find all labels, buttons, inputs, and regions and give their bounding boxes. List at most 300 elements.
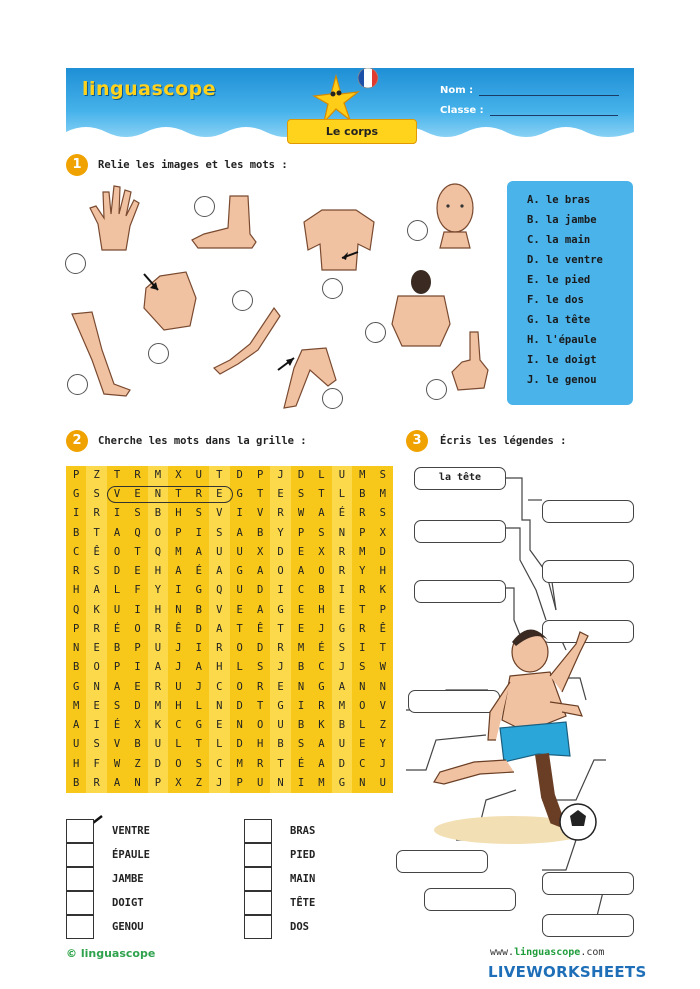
match-circle-leg-2[interactable] [67,374,88,395]
grid-letter[interactable]: D [332,755,352,774]
grid-letter[interactable]: S [297,488,305,501]
grid-letter[interactable]: N [332,524,352,543]
grid-letter[interactable]: E [297,622,305,635]
grid-letter[interactable]: T [86,524,106,543]
grid-letter[interactable]: P [359,526,366,539]
grid-letter[interactable]: S [86,562,106,581]
grid-letter[interactable]: T [256,699,264,712]
grid-letter[interactable]: P [297,526,305,539]
grid-letter[interactable]: H [73,584,80,597]
grid-letter[interactable]: M [379,488,386,501]
grid-letter[interactable]: Ê [175,622,182,635]
grid-letter[interactable]: P [236,776,243,789]
grid-letter[interactable]: A [236,526,243,539]
checkbox[interactable] [244,843,272,867]
grid-letter[interactable]: T [209,466,229,485]
caption-field[interactable] [414,467,506,490]
checkbox[interactable] [244,915,272,939]
grid-letter[interactable]: S [195,507,202,520]
grid-letter[interactable]: X [175,469,182,481]
grid-letter[interactable]: U [148,735,168,754]
grid-letter[interactable]: N [73,642,80,655]
grid-letter[interactable]: K [318,719,325,732]
grid-letter[interactable]: G [195,719,202,732]
grid-letter[interactable]: I [86,716,106,735]
grid-letter[interactable]: N [209,697,229,716]
grid-letter[interactable]: M [236,757,243,770]
grid-letter[interactable]: A [318,507,325,520]
grid-letter[interactable]: A [209,562,229,581]
grid-letter[interactable]: É [113,719,121,732]
grid-letter[interactable]: Y [379,738,386,751]
match-circle-torso[interactable] [407,220,428,241]
grid-letter[interactable]: I [195,526,202,539]
grid-letter[interactable]: U [379,776,386,789]
grid-letter[interactable]: S [86,735,106,754]
grid-letter[interactable]: O [256,719,264,732]
grid-letter[interactable]: G [318,680,325,693]
grid-letter[interactable]: A [195,661,202,674]
match-circle-knee[interactable] [322,388,343,409]
grid-letter[interactable]: P [73,622,80,635]
grid-letter[interactable]: G [195,584,202,597]
grid-letter[interactable]: F [134,584,141,597]
grid-letter[interactable]: C [209,755,229,774]
grid-letter[interactable]: R [359,507,366,520]
grid-letter[interactable]: R [148,620,168,639]
grid-letter[interactable]: A [86,581,106,600]
grid-letter[interactable]: M [359,469,366,481]
grid-letter[interactable]: A [195,545,202,558]
grid-letter[interactable]: D [297,469,305,481]
checkbox[interactable] [244,819,272,843]
grid-letter[interactable]: Ê [86,543,106,562]
grid-letter[interactable]: G [73,488,80,501]
grid-letter[interactable]: T [236,622,243,635]
grid-letter[interactable]: U [73,738,80,751]
grid-letter[interactable]: B [359,488,366,501]
match-circle-back[interactable] [365,322,386,343]
grid-letter[interactable]: U [148,639,168,658]
grid-letter[interactable]: P [256,469,264,481]
grid-letter[interactable]: I [113,507,121,520]
grid-letter[interactable]: A [297,565,305,578]
grid-letter[interactable]: G [270,601,290,620]
grid-letter[interactable]: G [332,774,352,793]
checkbox[interactable] [244,891,272,915]
grid-letter[interactable]: T [113,469,121,481]
grid-letter[interactable]: E [359,738,366,751]
grid-letter[interactable]: I [175,584,182,597]
grid-letter[interactable]: X [318,545,325,558]
grid-letter[interactable]: D [236,738,243,751]
match-circle-finger[interactable] [426,379,447,400]
grid-letter[interactable]: D [148,755,168,774]
grid-letter[interactable]: E [134,488,141,501]
grid-letter[interactable]: I [297,699,305,712]
grid-letter[interactable]: M [175,545,182,558]
checkbox[interactable] [66,915,94,939]
grid-letter[interactable]: B [73,661,80,674]
grid-letter[interactable]: Ê [379,622,386,635]
grid-letter[interactable]: I [73,507,80,520]
grid-letter[interactable]: R [209,639,229,658]
grid-letter[interactable]: M [359,545,366,558]
grid-letter[interactable]: O [359,699,366,712]
grid-letter[interactable]: É [297,757,305,770]
grid-letter[interactable]: G [270,697,290,716]
grid-letter[interactable]: É [318,642,325,655]
grid-letter[interactable]: T [195,738,202,751]
grid-letter[interactable]: E [270,678,290,697]
match-circle-hand[interactable] [65,253,86,274]
grid-letter[interactable]: U [270,716,290,735]
grid-letter[interactable]: J [332,658,352,677]
grid-letter[interactable]: D [256,584,264,597]
grid-letter[interactable]: T [175,488,182,501]
grid-letter[interactable]: V [209,504,229,523]
grid-letter[interactable]: D [134,699,141,712]
grid-letter[interactable]: K [148,716,168,735]
grid-letter[interactable]: X [379,526,386,539]
grid-letter[interactable]: U [113,603,121,616]
classe-input[interactable] [490,104,618,116]
caption-field[interactable] [542,872,634,895]
grid-letter[interactable]: I [195,642,202,655]
grid-letter[interactable]: P [148,774,168,793]
grid-letter[interactable]: N [134,776,141,789]
grid-letter[interactable]: A [256,565,264,578]
grid-letter[interactable]: S [86,485,106,504]
grid-letter[interactable]: L [175,738,182,751]
grid-letter[interactable]: R [195,488,202,501]
caption-field[interactable] [542,500,634,523]
grid-letter[interactable]: B [318,584,325,597]
grid-letter[interactable]: B [148,504,168,523]
grid-letter[interactable]: A [113,776,121,789]
grid-letter[interactable]: O [175,757,182,770]
grid-letter[interactable]: A [318,757,325,770]
grid-letter[interactable]: R [359,622,366,635]
grid-letter[interactable]: I [236,507,243,520]
grid-letter[interactable]: B [113,642,121,655]
grid-letter[interactable]: V [379,699,386,712]
grid-letter[interactable]: T [256,488,264,501]
grid-letter[interactable]: R [86,504,106,523]
caption-field[interactable] [542,560,634,583]
grid-letter[interactable]: G [236,565,243,578]
grid-letter[interactable]: S [256,661,264,674]
grid-letter[interactable]: E [297,545,305,558]
grid-letter[interactable]: N [270,774,290,793]
grid-letter[interactable]: B [332,716,352,735]
grid-letter[interactable]: E [134,680,141,693]
grid-letter[interactable]: Z [86,466,106,485]
grid-letter[interactable]: B [73,776,80,789]
grid-letter[interactable]: H [175,699,182,712]
grid-letter[interactable]: B [297,661,305,674]
grid-letter[interactable]: U [332,466,352,485]
grid-letter[interactable]: C [297,584,305,597]
grid-letter[interactable]: C [175,719,182,732]
grid-letter[interactable]: R [270,639,290,658]
grid-letter[interactable]: B [134,738,141,751]
grid-letter[interactable]: A [332,678,352,697]
grid-letter[interactable]: A [113,526,121,539]
grid-letter[interactable]: M [297,642,305,655]
grid-letter[interactable]: K [379,584,386,597]
grid-letter[interactable]: H [148,601,168,620]
grid-letter[interactable]: S [113,699,121,712]
match-circle-leg[interactable] [148,343,169,364]
checkbox[interactable] [66,867,94,891]
grid-letter[interactable]: L [318,469,325,481]
grid-letter[interactable]: H [209,658,229,677]
grid-letter[interactable]: H [379,565,386,578]
grid-letter[interactable]: O [318,565,325,578]
grid-letter[interactable]: M [148,697,168,716]
grid-letter[interactable]: I [134,603,141,616]
grid-letter[interactable]: A [209,620,229,639]
grid-letter[interactable]: E [270,485,290,504]
grid-letter[interactable]: J [209,774,229,793]
caption-field[interactable] [414,580,506,603]
grid-letter[interactable]: D [236,699,243,712]
grid-letter[interactable]: E [86,639,106,658]
grid-letter[interactable]: C [359,757,366,770]
grid-letter[interactable]: A [175,565,182,578]
grid-letter[interactable]: Ê [256,622,264,635]
grid-letter[interactable]: N [379,680,386,693]
grid-letter[interactable]: R [318,699,325,712]
caption-field[interactable] [414,520,506,543]
checkbox[interactable] [66,891,94,915]
grid-letter[interactable]: J [379,757,386,770]
grid-letter[interactable]: L [236,661,243,674]
grid-letter[interactable]: S [297,738,305,751]
grid-letter[interactable]: E [134,565,141,578]
grid-letter[interactable]: W [379,661,386,674]
grid-letter[interactable]: N [236,719,243,732]
grid-letter[interactable]: U [256,776,264,789]
grid-letter[interactable]: N [86,678,106,697]
grid-letter[interactable]: A [113,680,121,693]
grid-letter[interactable]: S [195,757,202,770]
grid-letter[interactable]: A [73,719,80,732]
grid-letter[interactable]: N [148,485,168,504]
grid-letter[interactable]: Q [209,581,229,600]
grid-letter[interactable]: X [175,776,182,789]
grid-letter[interactable]: K [86,601,106,620]
grid-letter[interactable]: A [148,658,168,677]
grid-letter[interactable]: T [270,755,290,774]
grid-letter[interactable]: Y [148,581,168,600]
grid-letter[interactable]: O [236,680,243,693]
grid-letter[interactable]: U [236,584,243,597]
grid-letter[interactable]: R [148,678,168,697]
checkbox[interactable] [66,819,94,843]
grid-letter[interactable]: S [379,507,386,520]
grid-letter[interactable]: P [113,661,121,674]
grid-letter[interactable]: O [113,545,121,558]
grid-letter[interactable]: L [332,485,352,504]
grid-letter[interactable]: L [113,584,121,597]
grid-letter[interactable]: V [256,507,264,520]
grid-letter[interactable]: A [256,603,264,616]
grid-letter[interactable]: S [379,469,386,481]
grid-letter[interactable]: G [73,680,80,693]
grid-letter[interactable]: É [113,622,121,635]
grid-letter[interactable]: O [236,642,243,655]
checkbox[interactable] [66,843,94,867]
grid-letter[interactable]: N [175,603,182,616]
grid-letter[interactable]: P [134,642,141,655]
grid-letter[interactable]: Y [270,524,290,543]
grid-letter[interactable]: C [318,661,325,674]
grid-letter[interactable]: É [332,504,352,523]
grid-letter[interactable]: N [359,776,366,789]
grid-letter[interactable]: O [148,524,168,543]
grid-letter[interactable]: E [236,603,243,616]
grid-letter[interactable]: D [270,543,290,562]
grid-letter[interactable]: I [332,581,352,600]
caption-field[interactable] [542,914,634,937]
grid-letter[interactable]: T [359,603,366,616]
grid-letter[interactable]: I [359,642,366,655]
grid-letter[interactable]: U [195,469,202,481]
grid-letter[interactable]: D [113,565,121,578]
grid-letter[interactable]: B [270,735,290,754]
grid-letter[interactable]: U [175,680,182,693]
grid-letter[interactable]: S [332,639,352,658]
grid-letter[interactable]: I [270,581,290,600]
grid-letter[interactable]: N [359,680,366,693]
grid-letter[interactable]: J [318,622,325,635]
grid-letter[interactable]: N [297,680,305,693]
grid-letter[interactable]: F [86,755,106,774]
grid-letter[interactable]: B [297,719,305,732]
grid-letter[interactable]: P [379,603,386,616]
grid-letter[interactable]: X [256,545,264,558]
grid-letter[interactable]: R [73,565,80,578]
grid-letter[interactable]: U [209,543,229,562]
grid-letter[interactable]: L [209,735,229,754]
grid-letter[interactable]: G [236,488,243,501]
grid-letter[interactable]: M [332,697,352,716]
grid-letter[interactable]: M [318,776,325,789]
grid-letter[interactable]: J [270,466,290,485]
grid-letter[interactable]: O [86,658,106,677]
nom-input[interactable] [479,84,619,96]
grid-letter[interactable]: R [86,774,106,793]
grid-letter[interactable]: Y [359,565,366,578]
grid-letter[interactable]: U [236,545,243,558]
grid-letter[interactable]: Z [195,776,202,789]
grid-letter[interactable]: L [195,699,202,712]
grid-letter[interactable]: P [73,469,80,481]
grid-letter[interactable]: V [209,601,229,620]
grid-letter[interactable]: D [195,622,202,635]
grid-letter[interactable]: E [297,603,305,616]
grid-letter[interactable]: S [209,524,229,543]
grid-letter[interactable]: C [73,545,80,558]
grid-letter[interactable]: Q [134,526,141,539]
grid-letter[interactable]: D [256,642,264,655]
grid-letter[interactable]: R [134,469,141,481]
grid-letter[interactable]: T [270,620,290,639]
grid-letter[interactable]: T [134,545,141,558]
grid-letter[interactable]: E [209,716,229,735]
grid-letter[interactable]: L [359,719,366,732]
grid-letter[interactable]: D [236,469,243,481]
grid-letter[interactable]: J [270,658,290,677]
grid-letter[interactable]: B [73,526,80,539]
grid-letter[interactable]: I [297,776,305,789]
grid-letter[interactable]: X [134,719,141,732]
grid-letter[interactable]: M [73,699,80,712]
grid-letter[interactable]: R [256,680,264,693]
grid-letter[interactable]: H [318,603,325,616]
grid-letter[interactable]: S [318,526,325,539]
grid-letter[interactable]: J [175,642,182,655]
grid-letter[interactable]: V [113,738,121,751]
grid-letter[interactable]: Q [148,543,168,562]
grid-letter[interactable]: P [175,526,182,539]
grid-letter[interactable]: A [318,738,325,751]
match-circle-head[interactable] [322,278,343,299]
grid-letter[interactable]: R [332,562,352,581]
grid-letter[interactable]: E [332,601,352,620]
grid-letter[interactable]: R [270,504,290,523]
grid-letter[interactable]: Z [134,757,141,770]
grid-letter[interactable]: M [148,466,168,485]
grid-letter[interactable]: I [134,661,141,674]
grid-letter[interactable]: Q [73,603,80,616]
grid-letter[interactable]: J [175,661,182,674]
grid-letter[interactable]: S [134,507,141,520]
grid-letter[interactable]: B [195,603,202,616]
grid-letter[interactable]: H [256,738,264,751]
footer-url[interactable] [490,947,604,958]
grid-letter[interactable]: T [318,488,325,501]
grid-letter[interactable]: R [256,757,264,770]
grid-letter[interactable]: R [332,543,352,562]
grid-letter[interactable]: É [195,565,202,578]
grid-letter[interactable]: O [270,562,290,581]
grid-letter[interactable]: R [86,620,106,639]
grid-letter[interactable]: J [195,680,202,693]
grid-letter[interactable]: E [86,697,106,716]
grid-letter[interactable]: D [379,545,386,558]
grid-letter[interactable]: W [297,507,305,520]
grid-letter[interactable]: B [256,526,264,539]
grid-letter[interactable]: R [359,584,366,597]
grid-letter[interactable]: Z [379,719,386,732]
grid-letter[interactable]: C [209,678,229,697]
grid-letter[interactable]: W [113,757,121,770]
grid-letter[interactable]: S [359,661,366,674]
grid-letter[interactable]: H [73,757,80,770]
grid-letter[interactable]: H [175,507,182,520]
checkbox[interactable] [244,867,272,891]
grid-letter[interactable]: T [379,642,386,655]
caption-field[interactable] [424,888,516,911]
grid-letter[interactable]: U [332,735,352,754]
grid-letter[interactable]: G [332,620,352,639]
grid-letter[interactable]: V [113,488,121,501]
grid-letter[interactable]: E [209,485,229,504]
grid-letter[interactable]: O [134,622,141,635]
